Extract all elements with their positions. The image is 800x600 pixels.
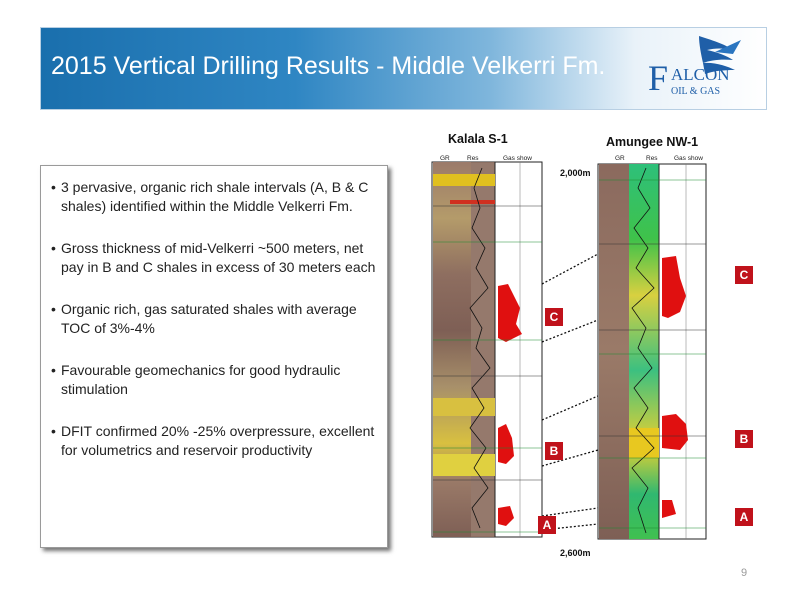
track-label: Gas show <box>503 155 532 162</box>
key-points-box <box>40 165 388 548</box>
shale-marker-a-left: A <box>538 516 556 534</box>
track-label: GR <box>615 155 625 162</box>
correlation-lines <box>542 254 598 530</box>
track-label: Gas show <box>674 155 703 162</box>
bullet-item: • DFIT confirmed 20% -25% overpressure, excellent for volumetrics and reservoir productivity <box>51 423 375 458</box>
title-banner <box>40 27 767 110</box>
track-label: Res <box>467 155 479 162</box>
log-tracks-svg <box>410 128 776 563</box>
page-number: 9 <box>741 567 748 579</box>
track-label: GR <box>440 155 450 162</box>
bullet-item: • Gross thickness of mid-Velkerri ~500 meters, net pay in B and C shales in excess of 30 meters each <box>51 240 376 275</box>
bullet-item: • Favourable geomechanics for good hydraulic stimulation <box>51 362 341 397</box>
well-log-correlation <box>410 128 776 563</box>
shale-marker-b-right: B <box>735 430 753 448</box>
shale-marker-c-left: C <box>545 308 563 326</box>
track-label: Res <box>646 155 658 162</box>
slide-title: 2015 Vertical Drilling Results - Middle Velkerri Fm. <box>51 52 606 80</box>
depth-top: 2,000m <box>560 168 591 178</box>
bullet-item: • 3 pervasive, organic rich shale intervals (A, B & C shales) identified within the Middle Velkerri Fm. <box>51 179 369 214</box>
shale-marker-a-right: A <box>735 508 753 526</box>
svg-text:ALCON: ALCON <box>671 65 730 84</box>
well-title-kalala: Kalala S-1 <box>448 132 508 146</box>
bullet-item: • Organic rich, gas saturated shales with average TOC of 3%-4% <box>51 301 357 336</box>
falcon-logo-icon <box>641 30 761 108</box>
depth-bottom: 2,600m <box>560 548 591 558</box>
shale-marker-b-left: B <box>545 442 563 460</box>
shale-marker-c-right: C <box>735 266 753 284</box>
well-title-amungee: Amungee NW-1 <box>606 135 699 149</box>
svg-text:OIL & GAS: OIL & GAS <box>671 86 721 97</box>
svg-text:F: F <box>648 58 669 98</box>
